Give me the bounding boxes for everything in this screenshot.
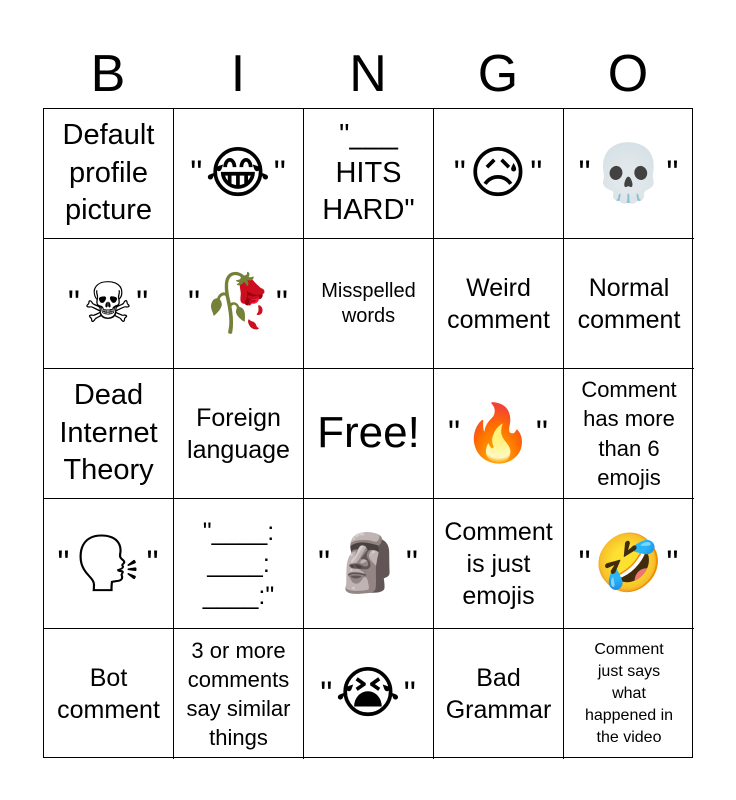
quote-close: " — [146, 544, 160, 583]
quote-close: " — [405, 544, 419, 583]
tears-of-joy-icon: 😂 — [205, 140, 272, 206]
bingo-cell[interactable] — [44, 499, 174, 629]
quote-open: " — [188, 284, 202, 323]
bingo-cell[interactable] — [174, 239, 304, 369]
bingo-cell[interactable] — [304, 499, 434, 629]
quote-open: " — [318, 544, 332, 583]
skull-icon: 💀 — [593, 140, 665, 206]
bingo-cell[interactable]: 3 or more comments say similar things — [174, 629, 304, 759]
quote-open: " — [578, 154, 592, 193]
header-letter-n: N — [349, 45, 387, 103]
quote-open: " — [453, 154, 467, 193]
bingo-cell[interactable]: Comment is just emojis — [434, 499, 564, 629]
bingo-cell[interactable] — [564, 109, 694, 239]
bingo-cell[interactable]: Default profile picture — [44, 109, 174, 239]
header-letter-o: O — [607, 45, 649, 103]
header-letter-i: I — [230, 45, 246, 103]
bingo-cell[interactable]: Normal comment — [564, 239, 694, 369]
wilted-rose-icon: 🥀 — [203, 270, 274, 336]
bingo-cell[interactable]: "____: ____: ____:" — [174, 499, 304, 629]
bingo-cell[interactable]: "___ HITS HARD" — [304, 109, 434, 239]
bingo-cell[interactable]: Bad Grammar — [434, 629, 564, 759]
quote-open: " — [448, 414, 462, 453]
quote-open: " — [578, 544, 592, 583]
quote-close: " — [535, 414, 549, 453]
quote-close: " — [403, 674, 417, 713]
free-space[interactable]: Free! — [304, 369, 434, 499]
quote-close: " — [136, 284, 150, 323]
bingo-cell[interactable] — [434, 109, 564, 239]
quote-close: " — [666, 544, 680, 583]
bingo-cell[interactable] — [434, 369, 564, 499]
bingo-cell[interactable]: Foreign language — [174, 369, 304, 499]
quote-open: " — [67, 284, 81, 323]
bingo-cell[interactable] — [174, 109, 304, 239]
bingo-cell[interactable]: Misspelled words — [304, 239, 434, 369]
quote-open: " — [190, 154, 204, 193]
quote-close: " — [530, 154, 544, 193]
bingo-cell[interactable]: Comment just says what happened in the video — [584, 640, 674, 747]
bingo-cell[interactable] — [564, 499, 694, 629]
sad-relieved-icon: 😥 — [468, 140, 529, 206]
bingo-cell[interactable] — [44, 239, 174, 369]
bingo-cell[interactable]: Bot comment — [44, 629, 174, 759]
moai-icon: 🗿 — [333, 530, 404, 596]
speaking-head-icon: 🗣 — [72, 530, 145, 596]
bingo-cell[interactable]: Weird comment — [434, 239, 564, 369]
fire-icon: 🔥 — [463, 400, 534, 466]
bingo-board — [43, 108, 693, 758]
bingo-cell[interactable] — [304, 629, 434, 759]
bingo-header — [43, 40, 693, 108]
skull-crossbones-icon: ☠ — [82, 270, 135, 336]
quote-open: " — [57, 544, 71, 583]
bingo-cell[interactable]: Dead Internet Theory — [44, 369, 174, 499]
header-letter-b: B — [90, 45, 126, 103]
quote-close: " — [666, 154, 680, 193]
quote-close: " — [275, 284, 289, 323]
header-letter-g: G — [477, 45, 519, 103]
quote-open: " — [320, 674, 334, 713]
loudly-crying-icon: 😭 — [335, 661, 402, 726]
rofl-icon: 🤣 — [593, 530, 665, 596]
quote-close: " — [273, 154, 287, 193]
bingo-cell[interactable]: Comment has more than 6 emojis — [564, 369, 694, 499]
